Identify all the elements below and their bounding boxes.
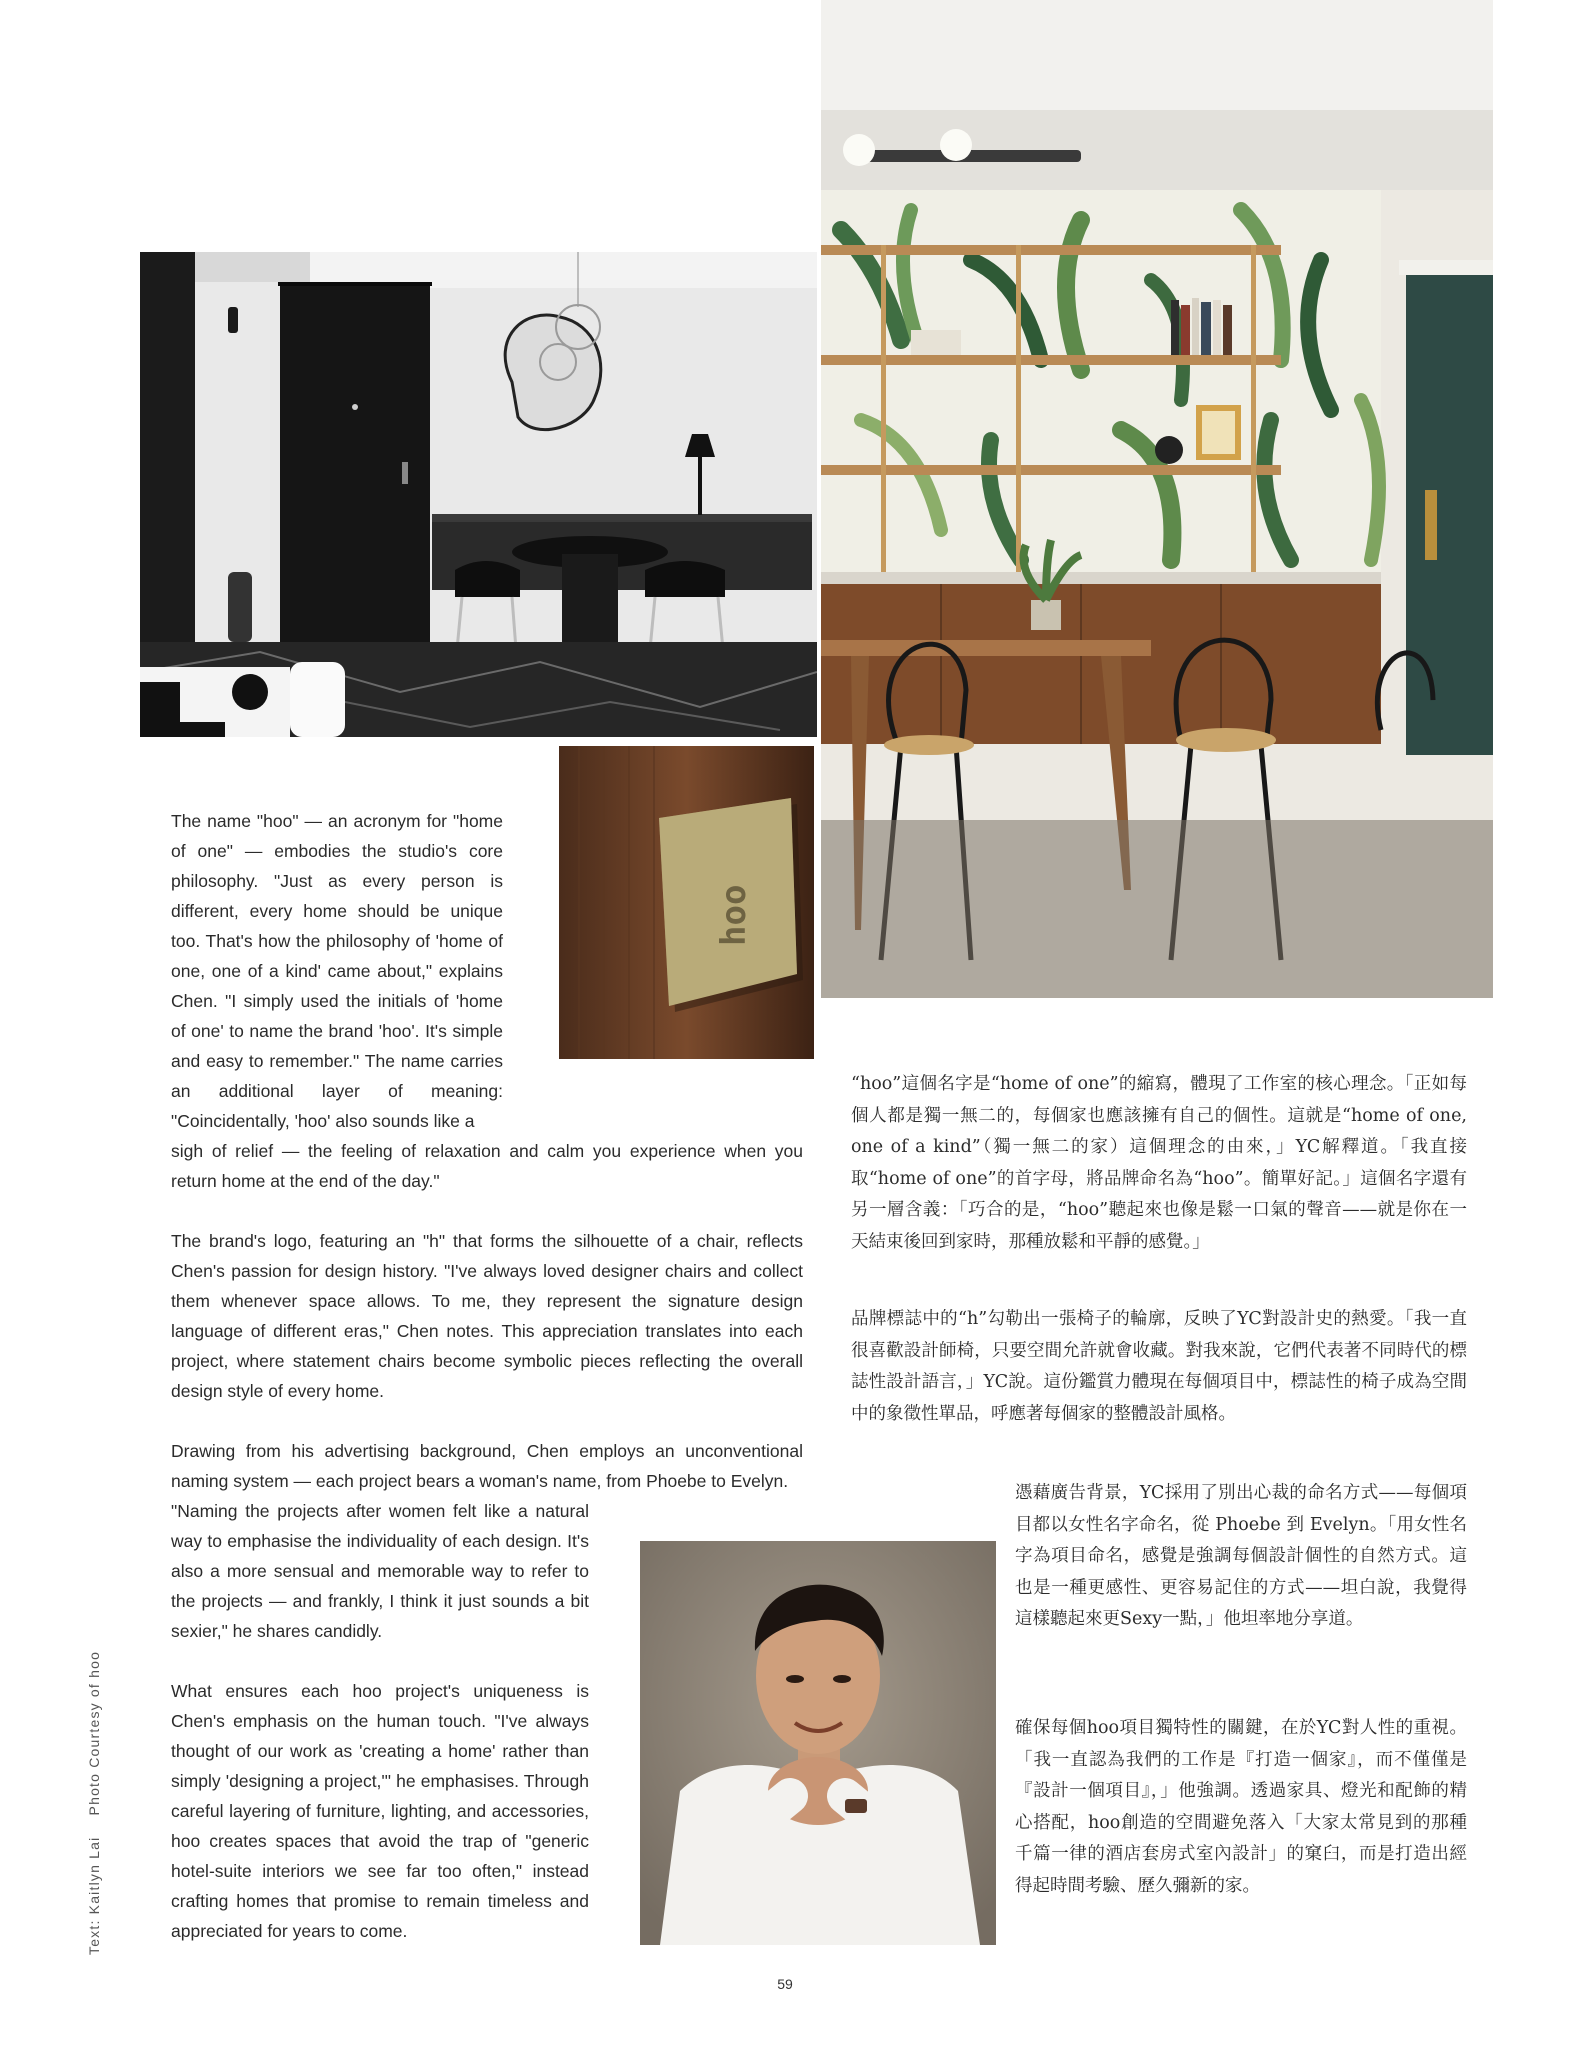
page-number: 59 bbox=[777, 1976, 793, 1992]
zh-paragraph-2 bbox=[851, 1304, 1467, 1430]
en-paragraph-3-part-b: "Naming the projects after women felt like a natural way to emphasise the individuality of each design. It's also a more sensual and memorable way to refer to the projects — and frankly, I think it just sounds a bit sexier," he shares candidly. bbox=[171, 1501, 589, 1641]
zh-paragraph-4-text: 確保每個hoo項目獨特性的關鍵，在於YC對人性的重視。「我一直認為我們的工作是『打造一個家』，而不僅僅是『設計一個項目』，」他強調。透過家具、燈光和配飾的精心搭配，hoo創造的空間避免落入「大家太常見到的那種千篇一律的酒店套房式室內設計」的窠臼，而是打造出經得起時間考驗、歷久彌新的家。 bbox=[1015, 1718, 1467, 1896]
en-paragraph-4 bbox=[171, 1676, 589, 1946]
dining-bw-photo bbox=[140, 252, 817, 737]
text-credit: Text: Kaitlyn Lai bbox=[86, 1836, 102, 1955]
portrait-photo bbox=[640, 1541, 996, 1945]
zh-paragraph-1-text: “hoo”這個名字是“home of one”的縮寫，體現了工作室的核心理念。「正如每個人都是獨一無二的，每個家也應該擁有自己的個性。這就是“home of one, one of a kind”（獨一無二的家）這個理念的由來，」YC解釋道。「我直接取“home of one”的首字母，將品牌命名為“hoo”。簡單好記。」這個名字還有另一層含義：「巧合的是，“hoo”聽起來也像是鬆一口氣的聲音——就是你在一天結束後回到家時，那種放鬆和平靜的感覺。」 bbox=[851, 1074, 1467, 1252]
en-paragraph-1-narrow bbox=[171, 806, 503, 1136]
photo-credit bbox=[86, 1651, 102, 1955]
en-paragraph-3-wide bbox=[171, 1436, 803, 1496]
en-paragraph-1-part-b: sigh of relief — the feeling of relaxation and calm you experience when you return home at the end of the day." bbox=[171, 1141, 803, 1191]
en-paragraph-3-narrow bbox=[171, 1496, 589, 1646]
zh-paragraph-4 bbox=[1015, 1713, 1467, 1902]
hoo-sign-photo bbox=[559, 746, 814, 1059]
en-paragraph-2-text: The brand's logo, featuring an "h" that forms the silhouette of a chair, reflects Chen's passion for design history. "I've always loved designer chairs and collect them whenever space allows. To me, they represent the signature design language of different eras," Chen notes. This appreciation translates into each project, where statement chairs become symbolic pieces reflecting the overall design style of every home. bbox=[171, 1231, 803, 1401]
zh-paragraph-3-text: 憑藉廣告背景，YC採用了別出心裁的命名方式——每個項目都以女性名字命名，從 Phoebe 到 Evelyn。「用女性名字為項目命名，感覺是強調每個設計個性的自然方式。這也是一種更感性、更容易記住的方式——坦白說，我覺得這樣聽起來更Sexy一點，」他坦率地分享道。 bbox=[1015, 1483, 1467, 1629]
en-paragraph-3-part-a: Drawing from his advertising background, Chen employs an unconventional naming system — each project bears a woman's name, from Phoebe to Evelyn. bbox=[171, 1441, 803, 1491]
zh-paragraph-1 bbox=[851, 1069, 1467, 1258]
en-paragraph-2 bbox=[171, 1226, 803, 1406]
en-paragraph-1-wide bbox=[171, 1136, 803, 1196]
en-paragraph-4-text: What ensures each hoo project's uniqueness is Chen's emphasis on the human touch. "I've always thought of our work as 'creating a home' rather than simply 'designing a project,'" he emphasises. Through careful layering of furniture, lighting, and accessories, hoo creates spaces that avoid the trap of "generic hotel-suite interiors we see far too often," instead crafting homes that promise to remain timeless and appreciated for years to come. bbox=[171, 1681, 589, 1941]
photo-credit-text: Photo Courtesy of hoo bbox=[86, 1650, 102, 1816]
zh-paragraph-3 bbox=[1015, 1478, 1467, 1636]
en-paragraph-1-part-a: The name "hoo" — an acronym for "home of one" — embodies the studio's core philosophy. "Just as every person is different, every home should be unique too. That's how the philosophy of 'home of one, one of a kind' came about," explains Chen. "I simply used the initials of 'home of one' to name the brand 'hoo'. It's simple and easy to remember." The name carries an additional layer of meaning: "Coincidentally, 'hoo' also sounds like a bbox=[171, 811, 503, 1131]
zh-paragraph-2-text: 品牌標誌中的“h”勾勒出一張椅子的輪廓，反映了YC對設計史的熱愛。「我一直很喜歡設計師椅，只要空間允許就會收藏。對我來說，它們代表著不同時代的標誌性設計語言，」YC說。這份鑑賞力體現在每個項目中，標誌性的椅子成為空間中的象徵性單品，呼應著每個家的整體設計風格。 bbox=[851, 1309, 1467, 1424]
dining-palm-photo bbox=[821, 0, 1493, 998]
hoo-logo-text: hoo bbox=[714, 884, 754, 946]
